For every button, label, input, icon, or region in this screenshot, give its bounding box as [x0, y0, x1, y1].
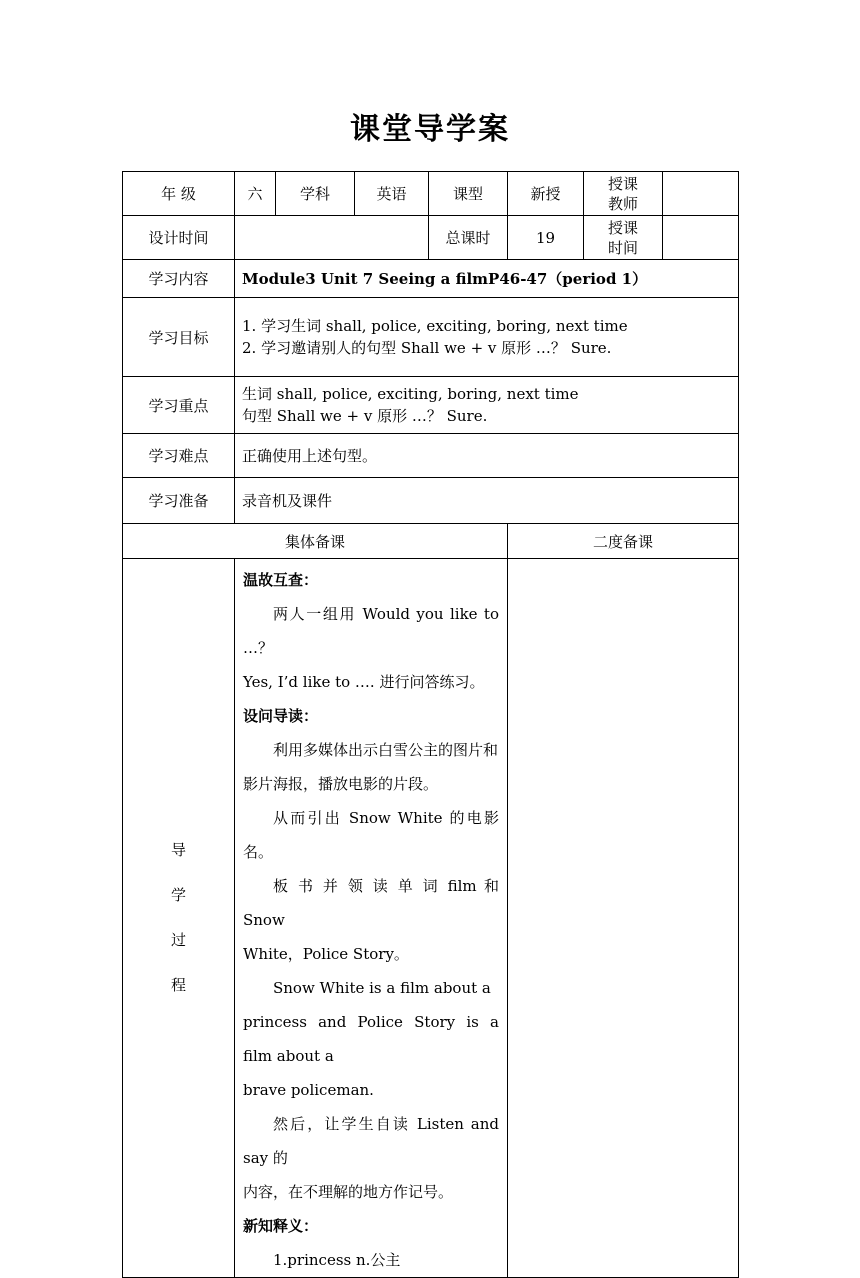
difficulty-label: 学习难点	[123, 434, 235, 478]
guided-line-3: 从而引出 Snow White 的电影名。	[243, 809, 499, 861]
key-points-line-1: 生词 shall, police, exciting, boring, next time	[242, 385, 579, 403]
lesson-type-value: 新授	[508, 172, 584, 216]
teacher-label-line2: 教师	[607, 194, 638, 213]
goals-value	[235, 298, 739, 377]
second-prep-cell	[508, 559, 739, 1278]
guided-line-4: 板 书 并 领 读 单 词 film 和 Snow	[243, 877, 499, 929]
teacher-value	[663, 172, 739, 216]
guided-line-10: 内容，在不理解的地方作记号。	[243, 1183, 454, 1201]
design-time-label: 设计时间	[123, 216, 235, 260]
new-knowledge-line-1: 1.princess n.公主	[273, 1251, 401, 1269]
goals-line-1: 1. 学习生词 shall, police, exciting, boring, next time	[242, 317, 628, 335]
guided-line-2: 影片海报，播放电影的片段。	[243, 775, 439, 793]
class-time-label-line1: 授课	[607, 218, 638, 237]
collective-prep-header: 集体备课	[123, 524, 508, 559]
difficulty-value: 正确使用上述句型。	[235, 434, 739, 478]
key-points-line-2: 句型 Shall we + v 原形 …？ Sure.	[242, 407, 488, 425]
goals-label: 学习目标	[123, 298, 235, 377]
content-value: Module3 Unit 7 Seeing a filmP46-47（period 1）	[235, 260, 739, 298]
total-lessons-value: 19	[508, 216, 584, 260]
row-difficulty	[123, 434, 739, 478]
class-time-value	[663, 216, 739, 260]
row-lesson-prep-header	[123, 524, 739, 559]
row-grade	[123, 172, 739, 216]
lesson-plan-table	[122, 171, 739, 1278]
process-content	[235, 559, 508, 1278]
row-design-time	[123, 216, 739, 260]
grade-value: 六	[235, 172, 276, 216]
process-char-3: 过	[170, 931, 186, 949]
process-char-4: 程	[170, 976, 186, 994]
content-label: 学习内容	[123, 260, 235, 298]
guided-reading-heading: 设问导读：	[243, 707, 319, 725]
process-char-1: 导	[170, 841, 186, 859]
total-lessons-label: 总课时	[429, 216, 508, 260]
guided-line-6: Snow White is a film about a	[273, 979, 491, 997]
goals-line-2: 2. 学习邀请别人的句型 Shall we + v 原形 …？ Sure.	[242, 339, 612, 357]
class-time-label	[584, 216, 663, 260]
review-heading: 温故互查：	[243, 571, 319, 589]
row-process	[123, 559, 739, 1278]
lesson-type-label: 课型	[429, 172, 508, 216]
review-line-2: Yes, I’d like to …. 进行问答练习。	[243, 673, 485, 691]
design-time-value	[235, 216, 429, 260]
subject-label: 学科	[276, 172, 355, 216]
guided-line-5: White，Police Story。	[243, 945, 409, 963]
teacher-label-line1: 授课	[607, 174, 638, 193]
guided-line-1: 利用多媒体出示白雪公主的图片和	[273, 741, 499, 759]
row-key-points	[123, 377, 739, 434]
preparation-label: 学习准备	[123, 478, 235, 524]
process-label	[123, 559, 235, 1278]
review-line-1: 两人一组用 Would you like to …？	[243, 605, 499, 657]
guided-line-8: brave policeman.	[243, 1081, 374, 1099]
row-preparation	[123, 478, 739, 524]
second-prep-header: 二度备课	[508, 524, 739, 559]
guided-line-7: princess and Police Story is a film about a	[243, 1013, 499, 1065]
subject-value: 英语	[355, 172, 429, 216]
new-knowledge-heading: 新知释义：	[243, 1217, 319, 1235]
grade-label: 年 级	[123, 172, 235, 216]
process-char-2: 学	[170, 886, 186, 904]
class-time-label-line2: 时间	[607, 238, 638, 257]
key-points-value	[235, 377, 739, 434]
row-goals	[123, 298, 739, 377]
preparation-value: 录音机及课件	[235, 478, 739, 524]
guided-line-9: 然后，让学生自读 Listen and say 的	[243, 1115, 499, 1167]
teacher-label	[584, 172, 663, 216]
key-points-label: 学习重点	[123, 377, 235, 434]
page-title: 课堂导学案	[350, 112, 510, 147]
row-content	[123, 260, 739, 298]
